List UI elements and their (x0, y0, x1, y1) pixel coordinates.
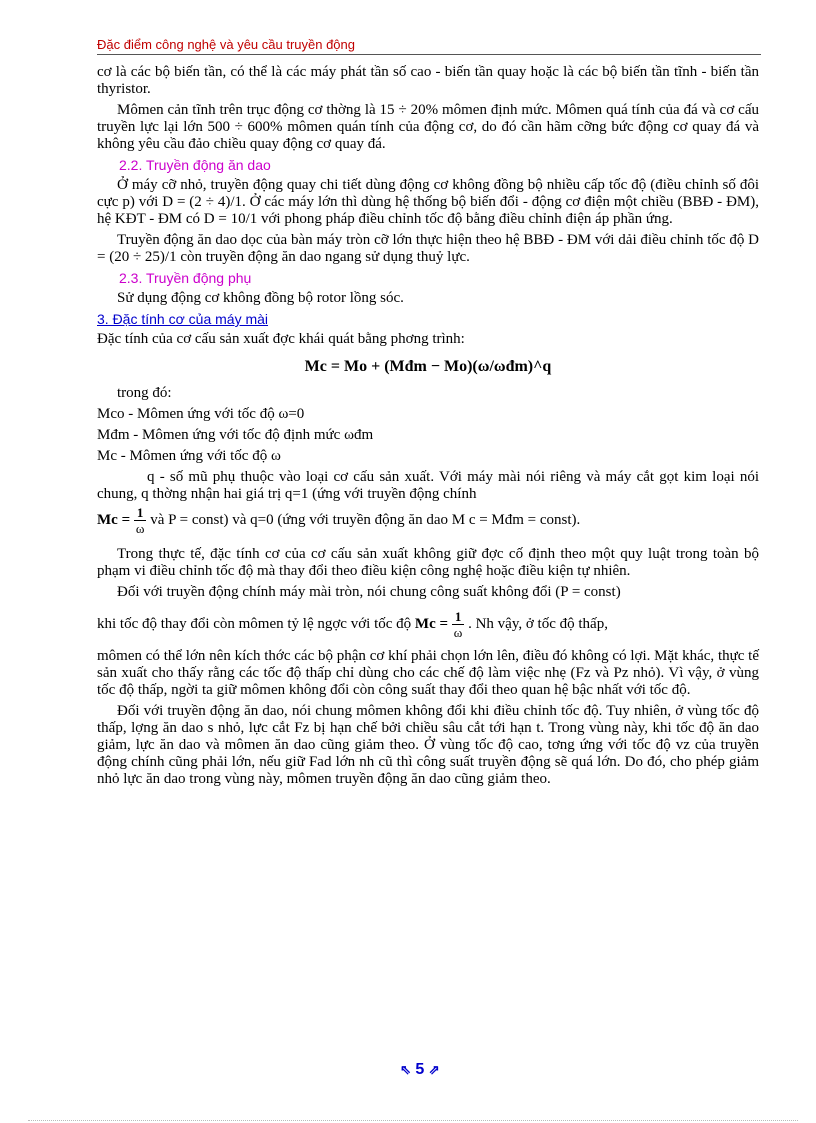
paragraph (97, 505, 759, 536)
page-body (97, 64, 759, 792)
right-arrow-icon: ⇗ (428, 1062, 440, 1077)
footer-divider (28, 1120, 798, 1121)
paragraph: trong đó: (117, 385, 172, 401)
paragraph-continuation: và P = const) và q=0 (ứng với truyền động ăn dao M c = Mđm = const). (150, 511, 581, 528)
section-heading-2-3: 2.3. Truyền động phụ (119, 270, 252, 286)
fraction-numerator: 1 (134, 505, 147, 521)
section-heading-3: 3. Đặc tính cơ của máy mài (97, 311, 269, 327)
paragraph: mômen có thể lớn nên kích thớc các bộ phận cơ khí phải chọn lớn lên, điều đó không có lợi. Mặt khác, thực tế sản xuất cho thấy rằng các tốc độ thấp chỉ dùng cho các chế độ làm việc nhẹ (Fz và Pz nhỏ). Vì vậy, ở vùng tốc độ thấp, ngời ta giữ mômen không đổi còn công suất thay đổi theo quan hệ bậc nhất với tốc độ. (97, 648, 759, 698)
definition-item: Mc - Mômen ứng với tốc độ ω (97, 448, 281, 464)
paragraph: Trong thực tế, đặc tính cơ của cơ cấu sản xuất không giữ đợc cố định theo một quy luật trong toàn bộ phạm vi điều chỉnh tốc độ mà thay đổi theo điều kiện công nghệ hoặc điều kiện tự nhiên. (97, 546, 759, 579)
definition-item: Mco - Mômen ứng với tốc độ ω=0 (97, 406, 305, 422)
fraction-denominator: ω (453, 625, 463, 640)
fraction-numerator: 1 (452, 609, 465, 625)
inline-fraction (134, 505, 147, 536)
paragraph: Đối với truyền động ăn dao, nói chung mômen không đổi khi điều chỉnh tốc độ. Tuy nhiên, ở vùng tốc độ thấp, lợng ăn dao s nhỏ, lực cắt Fz bị hạn chế bởi chiều sâu cắt tới hạn t. Trong vùng này, khi tốc độ ăn dao giảm, lực ăn dao và mômen ăn dao cũng giảm theo. Ở vùng tốc độ cao, tơng ứng với tốc độ vz của truyền động chính cũng phải lớn, nếu giữ Fad lớn nh cũ thì công suất truyền động sẽ quá lớn. Do đó, cho phép giảm nhỏ lực ăn dao trong vùng này, mômen truyền động ăn dao cũng giảm theo. (97, 703, 759, 787)
fraction-denominator: ω (135, 521, 145, 536)
paragraph: Ở máy cỡ nhỏ, truyền động quay chi tiết dùng động cơ không đồng bộ nhiều cấp tốc độ (điều chỉnh số đôi cực p) với D = (2 ÷ 4)/1. Ở các máy lớn thì dùng hệ thống bộ biến đổi - động cơ điện một chiều (BBĐ - ĐM), hệ KĐT - ĐM có D = 10/1 với phong pháp điều chỉnh tốc độ bằng điều chỉnh điện áp phần ứng. (97, 177, 759, 227)
header-divider (97, 54, 761, 55)
inline-formula-lhs: Mc = (97, 511, 131, 528)
section-heading-2-2: 2.2. Truyền động ăn dao (119, 157, 271, 173)
equation: Mc = Mo + (Mđm − Mo)(ω/ωđm)^q (304, 358, 552, 375)
paragraph: Sử dụng động cơ không đồng bộ rotor lồng sóc. (117, 290, 404, 306)
paragraph-text: . Nh vậy, ở tốc độ thấp, (468, 615, 608, 632)
page-number-value: 5 (415, 1061, 425, 1078)
running-header: Đặc điểm công nghệ và yêu cầu truyền động (97, 37, 356, 52)
definition-item: Mđm - Mômen ứng với tốc độ định mức ωđm (97, 427, 374, 443)
paragraph: Truyền động ăn dao dọc của bàn máy tròn cỡ lớn thực hiện theo hệ BBĐ - ĐM với dải điều chỉnh tốc độ D = (20 ÷ 25)/1 còn truyền động ăn dao ngang sử dụng thuỷ lực. (97, 232, 759, 265)
paragraph: Đối với truyền động chính máy mài tròn, nói chung công suất không đổi (P = const) (117, 584, 621, 600)
paragraph: q - số mũ phụ thuộc vào loại cơ cấu sản xuất. Với máy mài nói riêng và máy cắt gọt kim loại nói chung, q thờng nhận hai giá trị q=1 (ứng với truyền động chính (97, 469, 759, 502)
page-number (400, 1061, 440, 1079)
paragraph (97, 609, 759, 640)
paragraph: Đặc tính của cơ cấu sản xuất đợc khái quát bằng phơng trình: (97, 331, 465, 347)
paragraph: Mômen cản tĩnh trên trục động cơ thờng là 15 ÷ 20% mômen định mức. Mômen quá tính của đá và cơ cấu truyền lực lại lớn 500 ÷ 600% mômen quán tính của động cơ, do đó cần hãm cỡng bức động cơ quay đá và không yêu cầu đảo chiều quay động cơ quay đá. (97, 102, 759, 152)
paragraph-text: khi tốc độ thay đổi còn mômen tỷ lệ ngợc với tốc độ (97, 615, 412, 632)
paragraph: cơ là các bộ biến tần, có thể là các máy phát tần số cao - biến tần quay hoặc là các bộ biến tần tĩnh - biến tần thyristor. (97, 64, 759, 97)
inline-formula-lhs: Mc = (414, 615, 449, 632)
left-arrow-icon: ⇖ (400, 1062, 411, 1077)
inline-fraction (452, 609, 465, 640)
